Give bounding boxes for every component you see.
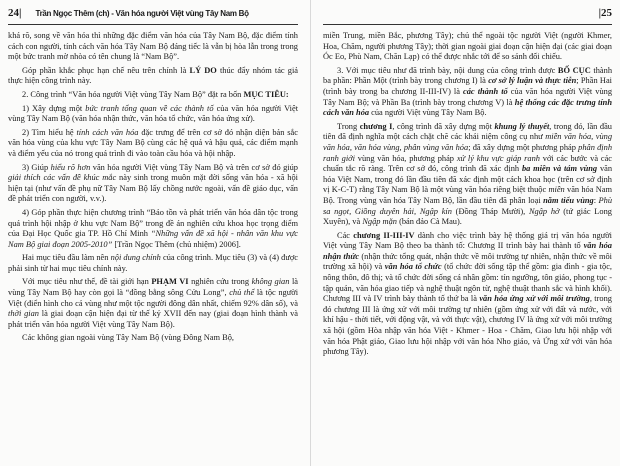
paragraph: 3) Giúp hiểu rõ hơn văn hóa người Việt vùng Tây Nam Bộ và trên cơ sở đó giúp giải thích các vấn đề khúc mắc này sinh trong muôn mặt đời sống văn hóa - xã hội hiện tại (như vấn đề phụ nữ Tây Nam Bộ lấy chồng nước ngoài, vấn đề giáo dục, vấn đề phát triển con người, v.v.). [8,162,299,204]
paragraph: 2. Công trình “Văn hóa người Việt vùng Tây Nam Bộ” đặt ra bốn MỤC TIÊU: [22,89,289,99]
right-page-number: |25 [598,7,612,19]
header-rule [8,24,298,25]
right-page-header [323,4,612,22]
left-page-header [8,4,298,22]
paragraph: Với mục tiêu như thế, đề tài giới hạn PHẠM VI nghiên cứu trong không gian là vùng Tây Nam Bộ hay còn gọi là “đồng bằng sông Cửu Long”, chủ thể là tộc người Việt (điển hình cho cả vùng như một tộc người đông dân nhất, chiếm 92% dân số), và thời gian là giai đoạn cận hiện đại từ thế kỷ XVII đến nay (giai đoạn hình thành và phát triển văn hóa người Việt vùng Tây Nam Bộ). [8,277,299,329]
running-title: Trần Ngọc Thêm (ch) - Văn hóa người Việt vùng Tây Nam Bộ [35,8,249,18]
left-page-body [8,31,298,344]
right-page [310,0,620,466]
right-page-body [323,31,612,358]
header-rule [323,24,612,25]
paragraph: Trong chương I, công trình đã xây dựng một khung lý thuyết, trong đó, lần đầu tiên đã định nghĩa một cách chặt chẽ các khái niệm công cụ như miền văn hóa, vùng văn hóa, văn hóa vùng, phân vùng văn hóa; đã xây dựng một phương pháp phân định ranh giới vùng văn hóa, phương pháp xử lý khu vực giáp ranh với các bước và các chuẩn tắc rõ ràng. Trên cơ sở đó, công trình đã xác định ba miền và tám vùng văn hóa Việt Nam, trong đó lần đầu tiên đã xác định một cách khoa học (trên cơ sở định vị K-C-T) rằng Tây Nam Bộ là một vùng văn hóa riêng biệt thuộc miền văn hóa Nam Bộ. Trong vùng văn hóa Tây Nam Bộ, lần đầu tiên đã phân loại năm tiểu vùng: Phù sa ngọt, Giồng duyên hải, Ngập kín (Đồng Tháp Mười), Ngập hở (tứ giác Long Xuyên), và Ngập mặn (bán đảo Cà Mau). [323,121,613,227]
paragraph: 3. Với mục tiêu như đã trình bày, nội dung của công trình được BỐ CỤC thành ba phần: Phần Một (trình bày trong chương I) là cơ sở lý luận và thực tiễn; Phần Hai (trình bày trong ba chương II-III-IV) là các thành tố của văn hóa người Việt vùng Tây Nam Bộ; và Phần Ba (trình bày trong chương V) là hệ thống các đặc trưng tính cách văn hóa của người Việt vùng Tây Nam Bộ. [323,65,613,118]
paragraph: Các chương II-III-IV dành cho việc trình bày hệ thống giá trị văn hóa người Việt vùng Tây Nam Bộ theo ba thành tố: Chương II trình bày hai thành tố văn hóa nhận thức (nhận thức tổng quát, nhận thức về môi trường tự nhiên, nhận thức về môi trường xã hội) và văn hóa tổ chức (tổ chức đời sống tập thể gồm: gia đình - gia tộc, nông thôn, đô thị; và tổ chức đời sống cá nhân gồm: tín ngưỡng, tôn giáo, phong tục - tập quán, văn hóa giao tiếp và nghệ thuật ngôn từ, nghệ thuật thanh sắc và hình khối). Chương III và IV trình bày thành tố thứ ba là văn hóa ứng xử với môi trường, trong đó chương III là ứng xử với môi trường tự nhiên (gồm ứng xử với đất và nước, với khí hậu - thời tiết, với động vật, và với thực vật), chương IV là ứng xử với môi trường xã hội (gồm Hòa nhập văn hóa Việt - Khmer - Hoa - Chăm, Giao lưu hội nhập với văn hóa Phật giáo, Giao lưu hội nhập với văn hóa Nho giáo, và Ứng xử với văn hóa phương Tây). [323,230,613,357]
paragraph: Hai mục tiêu đầu làm nên nội dung chính của công trình. Mục tiêu (3) và (4) được phải sinh từ hai mục tiêu chính này. [8,253,299,273]
paragraph: khá rõ, song về văn hóa thì những đặc điểm văn hóa của Tây Nam Bộ, đặc điểm tính cách con người, tính cách văn hóa Tây Nam Bộ đáng tiếc là vẫn bị hòa lẫn trong trong một bức tranh mờ nhòa có tên chung là “Nam Bộ”. [8,31,298,62]
left-page-number: 24| [8,7,22,19]
paragraph: Các không gian ngoài vùng Tây Nam Bộ (vùng Đông Nam Bộ, [22,333,234,343]
paragraph: 2) Tìm hiểu hệ tính cách văn hóa đặc trưng để trên cơ sở đó nhận diện bản sắc văn hóa vùng của khu vực Tây Nam Bộ cùng các hệ quả và hậu quả, các điểm mạnh và điểm yếu của nó trong quá trình đi vào toàn cầu hóa và hội nhập. [8,127,298,158]
paragraph: miền Trung, miền Bắc, phương Tây); chủ thể ngoài tộc người Việt (người Khmer, Hoa, Chăm, người phương Tây); thời gian ngoài giai đoạn cận hiện đại (các giai đoạn Óc Eo, Phù Nam, Chăn Lạp) có thể được nhắc tới để so sánh đối chiếu. [323,31,612,62]
paragraph: 1) Xây dựng một bức tranh tổng quan về các thành tố của văn hóa người Việt vùng Tây Nam Bộ (văn hóa nhận thức, văn hóa tổ chức, văn hóa ứng xử). [8,103,299,124]
paragraph: Góp phần khắc phục hạn chế nêu trên chính là LÝ DO thúc đẩy nhóm tác giả thực hiện công trình này. [8,65,298,86]
paragraph: 4) Góp phần thực hiện chương trình “Bảo tồn và phát triển văn hóa dân tộc trong quá trình hội nhập ở khu vực Nam Bộ” trong đề án nghiên cứu khoa học trọng điểm của Đại Học Quốc gia TP. Hồ Chí Minh “Những vấn đề xã hội - nhân văn khu vực Nam Bộ giai đoạn 2005-2010” [Trần Ngọc Thêm (chủ nhiệm) 2006]. [8,207,299,249]
